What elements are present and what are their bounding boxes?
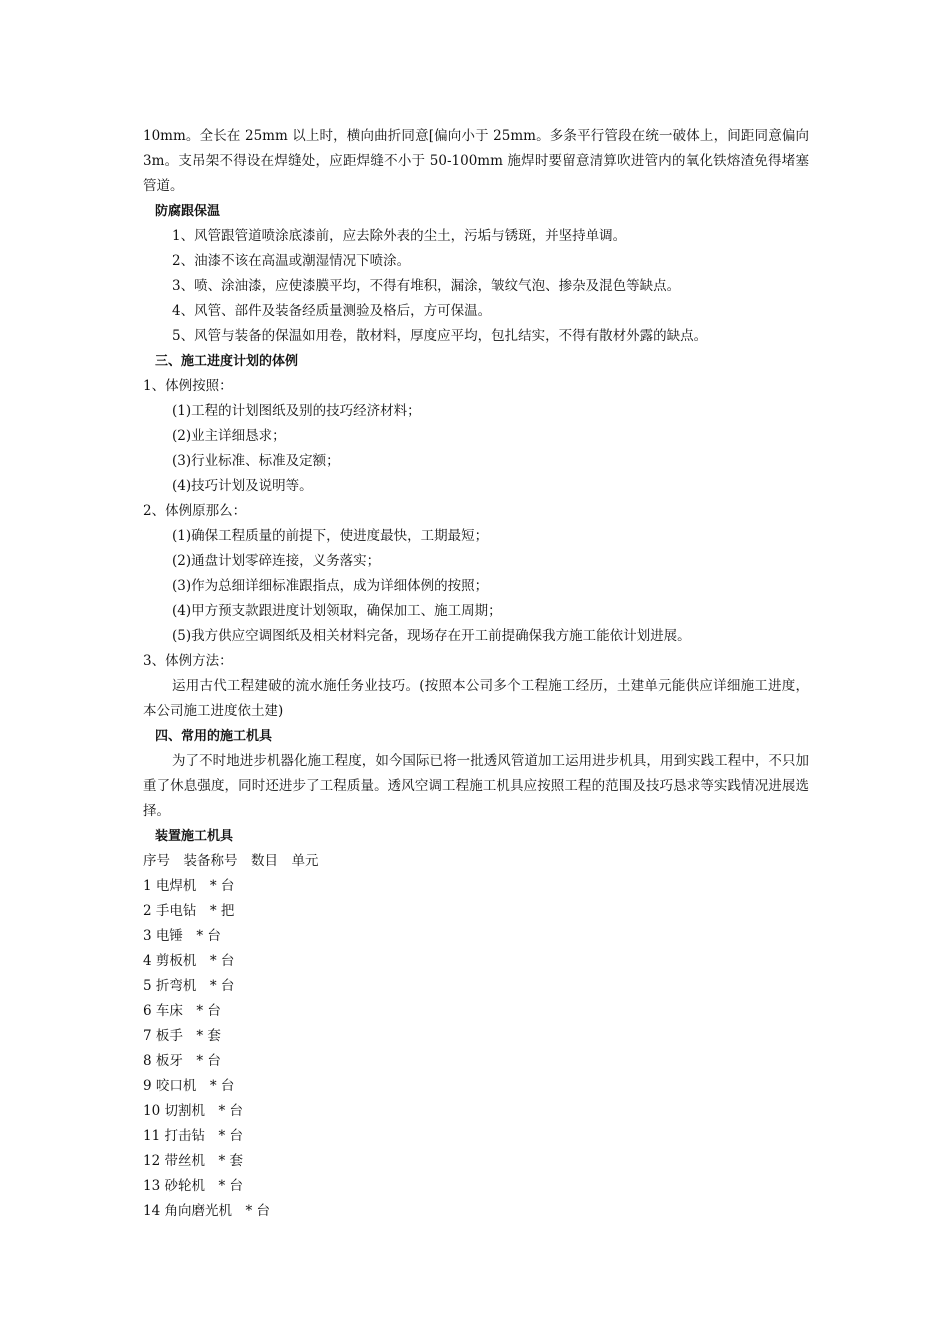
machinery-row: 4 剪板机 * 台 xyxy=(143,953,235,969)
machinery-row: 7 板手 * 套 xyxy=(143,1028,221,1044)
machinery-row: 5 折弯机 * 台 xyxy=(143,978,235,994)
schedule-method-text: 运用古代工程建破的流水施任务业技巧。(按照本公司多个工程施工经历，土建单元能供应详细施工进度，本公司施工进度依土建) xyxy=(143,678,809,719)
anticorrosion-item: 5、风管与装备的保温如用卷，散材料，厚度应平均，包扎结实，不得有散材外露的缺点。 xyxy=(172,328,708,344)
document-page xyxy=(143,124,809,1224)
schedule-principle-item: (4)甲方预支款跟进度计划领取，确保加工、施工周期； xyxy=(172,603,502,619)
section-heading-machinery: 四、常用的施工机具 xyxy=(155,729,273,744)
machinery-paragraph: 为了不时地进步机器化施工程度，如今国际已将一批透风管道加工运用进步机具，用到实践工程中，不只加重了休息强度，同时还进步了工程质量。透风空调工程施工机具应按照工程的范围及技巧恳求等实践情况进展选择。 xyxy=(143,753,809,819)
anticorrosion-item: 4、风管、部件及装备经质量测验及格后，方可保温。 xyxy=(172,303,492,319)
schedule-basis-item: (3)行业标准、标准及定额； xyxy=(172,453,340,469)
anticorrosion-item: 3、喷、涂油漆，应使漆膜平均，不得有堆积，漏涂，皱纹气泡、掺杂及混色等缺点。 xyxy=(172,278,681,294)
machinery-row: 2 手电钻 * 把 xyxy=(143,903,235,919)
machinery-row: 13 砂轮机 * 台 xyxy=(143,1178,244,1194)
schedule-principle-item: (3)作为总细详细标准跟指点，成为详细体例的按照； xyxy=(172,578,489,594)
schedule-basis-item: (2)业主详细恳求； xyxy=(172,428,286,444)
anticorrosion-item: 2、油漆不该在高温或潮湿情况下喷涂。 xyxy=(172,253,411,269)
schedule-basis-item: (1)工程的计划图纸及别的技巧经济材料； xyxy=(172,403,421,419)
machinery-row: 10 切割机 * 台 xyxy=(143,1103,244,1119)
machinery-row: 1 电焊机 * 台 xyxy=(143,878,235,894)
machinery-table-header: 序号 装备称号 数目 单元 xyxy=(143,853,319,869)
install-machinery-heading: 装置施工机具 xyxy=(155,829,234,844)
schedule-principle-title: 2、体例原那么： xyxy=(143,503,247,519)
intro-paragraph: 10mm。全长在 25mm 以上时，横向曲折同意[偏向小于 25mm。多条平行管段在统一破体上，间距同意偏向 3m。支吊架不得设在焊缝处，应距焊缝不小于 50-100mm 施焊时要留意清算吹进管内的氧化铁熔渣免得堵塞管道。 xyxy=(143,128,809,194)
schedule-principle-item: (5)我方供应空调图纸及相关材料完备，现场存在开工前提确保我方施工能依计划进展。 xyxy=(172,628,691,644)
anticorrosion-item: 1、风管跟管道喷涂底漆前，应去除外表的尘土，污垢与锈斑，并坚持单调。 xyxy=(172,228,627,244)
schedule-basis-title: 1、体例按照： xyxy=(143,378,233,394)
schedule-basis-item: (4)技巧计划及说明等。 xyxy=(172,478,313,494)
machinery-row: 11 打击钻 * 台 xyxy=(143,1128,244,1144)
machinery-row: 3 电锤 * 台 xyxy=(143,928,221,944)
machinery-row: 12 带丝机 * 套 xyxy=(143,1153,244,1169)
machinery-row: 14 角向磨光机 * 台 xyxy=(143,1203,271,1219)
section-heading-schedule: 三、施工进度计划的体例 xyxy=(155,354,299,369)
section-heading-anticorrosion: 防腐跟保温 xyxy=(155,204,221,219)
schedule-method-title: 3、体例方法： xyxy=(143,653,233,669)
machinery-row: 9 咬口机 * 台 xyxy=(143,1078,235,1094)
schedule-principle-item: (1)确保工程质量的前提下，使进度最快，工期最短； xyxy=(172,528,489,544)
machinery-row: 6 车床 * 台 xyxy=(143,1003,221,1019)
schedule-principle-item: (2)通盘计划零碎连接，义务落实； xyxy=(172,553,381,569)
machinery-row: 8 板牙 * 台 xyxy=(143,1053,221,1069)
